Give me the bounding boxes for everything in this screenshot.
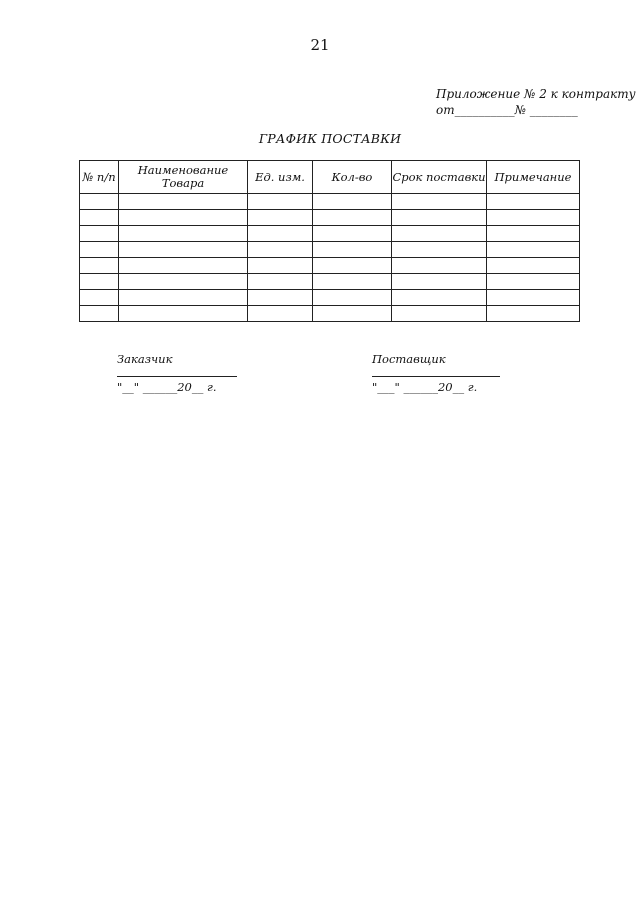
table-cell: [392, 194, 487, 210]
table-cell: [248, 226, 313, 242]
table-cell: [392, 210, 487, 226]
header-number: № п/п: [80, 161, 119, 194]
table-cell: [119, 226, 248, 242]
table-cell: [119, 306, 248, 322]
table-cell: [80, 274, 119, 290]
appendix-line-1: Приложение № 2 к контракту: [436, 87, 636, 101]
table-cell: [119, 210, 248, 226]
table-row: [80, 226, 580, 242]
table-cell: [119, 194, 248, 210]
table-cell: [392, 258, 487, 274]
table-cell: [313, 274, 392, 290]
table-cell: [80, 258, 119, 274]
customer-date: "__" ______20__ г.: [117, 380, 217, 394]
header-unit: Ед. изм.: [248, 161, 313, 194]
supplier-signature-block: [372, 352, 500, 394]
table-cell: [313, 210, 392, 226]
table-cell: [119, 274, 248, 290]
table-cell: [392, 242, 487, 258]
appendix-line-2: от__________№ ________: [436, 103, 578, 117]
table-row: [80, 242, 580, 258]
table-cell: [119, 290, 248, 306]
table-row: [80, 194, 580, 210]
table-cell: [487, 194, 580, 210]
table-cell: [487, 306, 580, 322]
table-cell: [487, 258, 580, 274]
table-row: [80, 290, 580, 306]
table-cell: [313, 258, 392, 274]
delivery-schedule-table: [79, 160, 580, 322]
table-cell: [248, 306, 313, 322]
table-cell: [80, 226, 119, 242]
customer-label: Заказчик: [117, 352, 173, 366]
table-row: [80, 274, 580, 290]
supplier-date: "___" ______20__ г.: [372, 380, 478, 394]
page-number: 21: [310, 36, 330, 54]
table-cell: [487, 226, 580, 242]
table-cell: [80, 210, 119, 226]
appendix-reference: [436, 86, 636, 118]
table-cell: [80, 306, 119, 322]
table-cell: [487, 290, 580, 306]
table-cell: [313, 290, 392, 306]
header-note: Примечание: [487, 161, 580, 194]
supplier-signature-line: [372, 370, 500, 377]
table-cell: [248, 274, 313, 290]
table-cell: [392, 226, 487, 242]
table-cell: [487, 210, 580, 226]
table-cell: [119, 242, 248, 258]
table-cell: [248, 194, 313, 210]
header-item-name: Наименование Товара: [119, 161, 248, 194]
table-cell: [392, 306, 487, 322]
table-cell: [80, 290, 119, 306]
table-cell: [487, 274, 580, 290]
table-cell: [248, 258, 313, 274]
table-cell: [248, 242, 313, 258]
table-cell: [119, 258, 248, 274]
table-cell: [80, 242, 119, 258]
table-cell: [313, 306, 392, 322]
table-body: [80, 194, 580, 322]
header-delivery-term: Срок поставки: [392, 161, 487, 194]
customer-signature-line: [117, 370, 237, 377]
table-header-row: [80, 161, 580, 194]
table-cell: [313, 242, 392, 258]
table-cell: [248, 290, 313, 306]
table-row: [80, 210, 580, 226]
table-cell: [313, 226, 392, 242]
table-row: [80, 306, 580, 322]
table-cell: [313, 194, 392, 210]
header-quantity: Кол-во: [313, 161, 392, 194]
document-title: ГРАФИК ПОСТАВКИ: [258, 131, 402, 146]
table-cell: [392, 290, 487, 306]
table-cell: [487, 242, 580, 258]
table-cell: [392, 274, 487, 290]
customer-signature-block: [117, 352, 237, 394]
table-row: [80, 258, 580, 274]
table-cell: [248, 210, 313, 226]
table-cell: [80, 194, 119, 210]
supplier-label: Поставщик: [372, 352, 446, 366]
